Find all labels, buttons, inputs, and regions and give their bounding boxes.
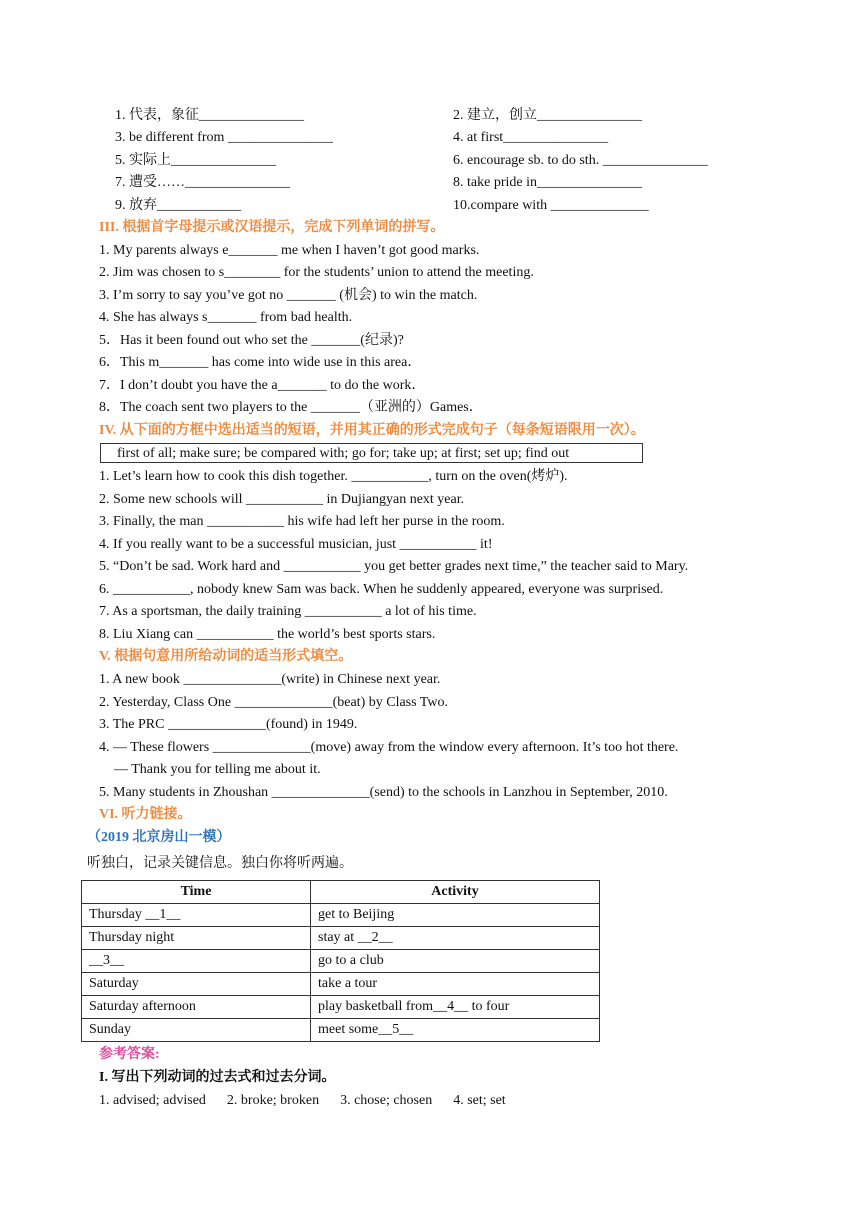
table-row — [82, 904, 600, 927]
table-cell-time: __3__ — [82, 950, 311, 973]
vocab-item-9: 9. 放弃____________ — [115, 198, 241, 213]
vocab-item-6: 6. encourage sb. to do sth. _______________ — [453, 153, 708, 168]
table-cell-activity: play basketball from__4__ to four — [311, 996, 600, 1019]
table-header-time: Time — [82, 881, 311, 904]
section-5-heading: V. 根据句意用所给动词的适当形式填空。 — [99, 649, 353, 664]
table-cell-activity: stay at __2__ — [311, 927, 600, 950]
vocab-item-1: 1. 代表，象征_______________ — [115, 108, 304, 123]
table-cell-time: Saturday — [82, 973, 311, 996]
vocab-item-4: 4. at first_______________ — [453, 130, 609, 145]
phrase-box — [100, 443, 643, 463]
s5-item-4: 4. — These flowers ______________(move) away from the window every afternoon. It’s too hot there. — [99, 740, 679, 755]
s4-item-7: 7. As a sportsman, the daily training ___________ a lot of his time. — [99, 604, 477, 619]
s5-item-4-reply: — Thank you for telling me about it. — [114, 762, 321, 777]
table-row — [82, 927, 600, 950]
s3-item-5: 5．Has it been found out who set the _______(纪录)? — [99, 333, 404, 348]
s4-item-5: 5. “Don’t be sad. Work hard and ___________ you get better grades next time,” the teacher said to Mary. — [99, 559, 689, 574]
s4-item-8: 8. Liu Xiang can ___________ the world’s best sports stars. — [99, 627, 436, 642]
table-cell-time: Saturday afternoon — [82, 996, 311, 1019]
listening-instruction: 听独白，记录关键信息。独白你将听两遍。 — [87, 856, 353, 871]
table-cell-time: Sunday — [82, 1019, 311, 1042]
answers-heading: 参考答案: — [99, 1047, 160, 1062]
section-4-heading: IV. 从下面的方框中选出适当的短语，并用其正确的形式完成句子（每条短语限用一次）。 — [99, 423, 645, 438]
vocab-item-8: 8. take pride in_______________ — [453, 175, 642, 190]
s3-item-1: 1. My parents always e_______ me when I haven’t got good marks. — [99, 243, 480, 258]
exam-source: （2019 北京房山一模） — [87, 830, 231, 845]
s4-item-6: 6. ___________, nobody knew Sam was back. When he suddenly appeared, everyone was surprised. — [99, 582, 664, 597]
vocab-item-2: 2. 建立，创立_______________ — [453, 108, 642, 123]
table-header-row — [82, 881, 600, 904]
table-cell-activity: meet some__5__ — [311, 1019, 600, 1042]
table-header-activity: Activity — [311, 881, 600, 904]
table-cell-activity: go to a club — [311, 950, 600, 973]
answers-section-1-heading: I. 写出下列动词的过去式和过去分词。 — [99, 1070, 336, 1085]
section-3-heading: III. 根据首字母提示或汉语提示，完成下列单词的拼写。 — [99, 220, 445, 235]
vocab-item-7: 7. 遭受……_______________ — [115, 175, 290, 190]
s3-item-6: 6．This m_______ has come into wide use in this area． — [99, 355, 422, 370]
s4-item-2: 2. Some new schools will ___________ in Dujiangyan next year. — [99, 492, 465, 507]
table-cell-time: Thursday night — [82, 927, 311, 950]
s4-item-1: 1. Let’s learn how to cook this dish together. ___________, turn on the oven(烤炉). — [99, 469, 568, 484]
table-row — [82, 950, 600, 973]
table-row — [82, 1019, 600, 1042]
table-row — [82, 996, 600, 1019]
s3-item-7: 7．I don’t doubt you have the a_______ to do the work． — [99, 378, 426, 393]
vocab-item-5: 5. 实际上_______________ — [115, 153, 276, 168]
s3-item-4: 4. She has always s_______ from bad health. — [99, 310, 353, 325]
vocab-item-10: 10.compare with ______________ — [453, 198, 649, 213]
s3-item-3: 3. I’m sorry to say you’ve got no _______ (机会) to win the match. — [99, 288, 478, 303]
s5-item-3: 3. The PRC ______________(found) in 1949. — [99, 717, 358, 732]
s5-item-1: 1. A new book ______________(write) in Chinese next year. — [99, 672, 441, 687]
table-row — [82, 973, 600, 996]
table-cell-activity: get to Beijing — [311, 904, 600, 927]
vocab-item-3: 3. be different from _______________ — [115, 130, 333, 145]
listening-table — [81, 880, 600, 1042]
table-cell-time: Thursday __1__ — [82, 904, 311, 927]
phrase-box-text: first of all; make sure; be compared with; go for; take up; at first; set up; find out — [117, 446, 570, 461]
table-cell-activity: take a tour — [311, 973, 600, 996]
s3-item-2: 2. Jim was chosen to s________ for the students’ union to attend the meeting. — [99, 265, 534, 280]
section-6-heading: VI. 听力链接。 — [99, 807, 192, 822]
answers-line-1: 1. advised; advised 2. broke; broken 3. chose; chosen 4. set; set — [99, 1093, 506, 1108]
s4-item-4: 4. If you really want to be a successful musician, just ___________ it! — [99, 537, 493, 552]
s5-item-2: 2. Yesterday, Class One ______________(beat) by Class Two. — [99, 695, 448, 710]
s4-item-3: 3. Finally, the man ___________ his wife had left her purse in the room. — [99, 514, 505, 529]
s5-item-5: 5. Many students in Zhoushan ______________(send) to the schools in Lanzhou in September, 2010. — [99, 785, 668, 800]
s3-item-8: 8．The coach sent two players to the _______（亚洲的）Games． — [99, 400, 483, 415]
